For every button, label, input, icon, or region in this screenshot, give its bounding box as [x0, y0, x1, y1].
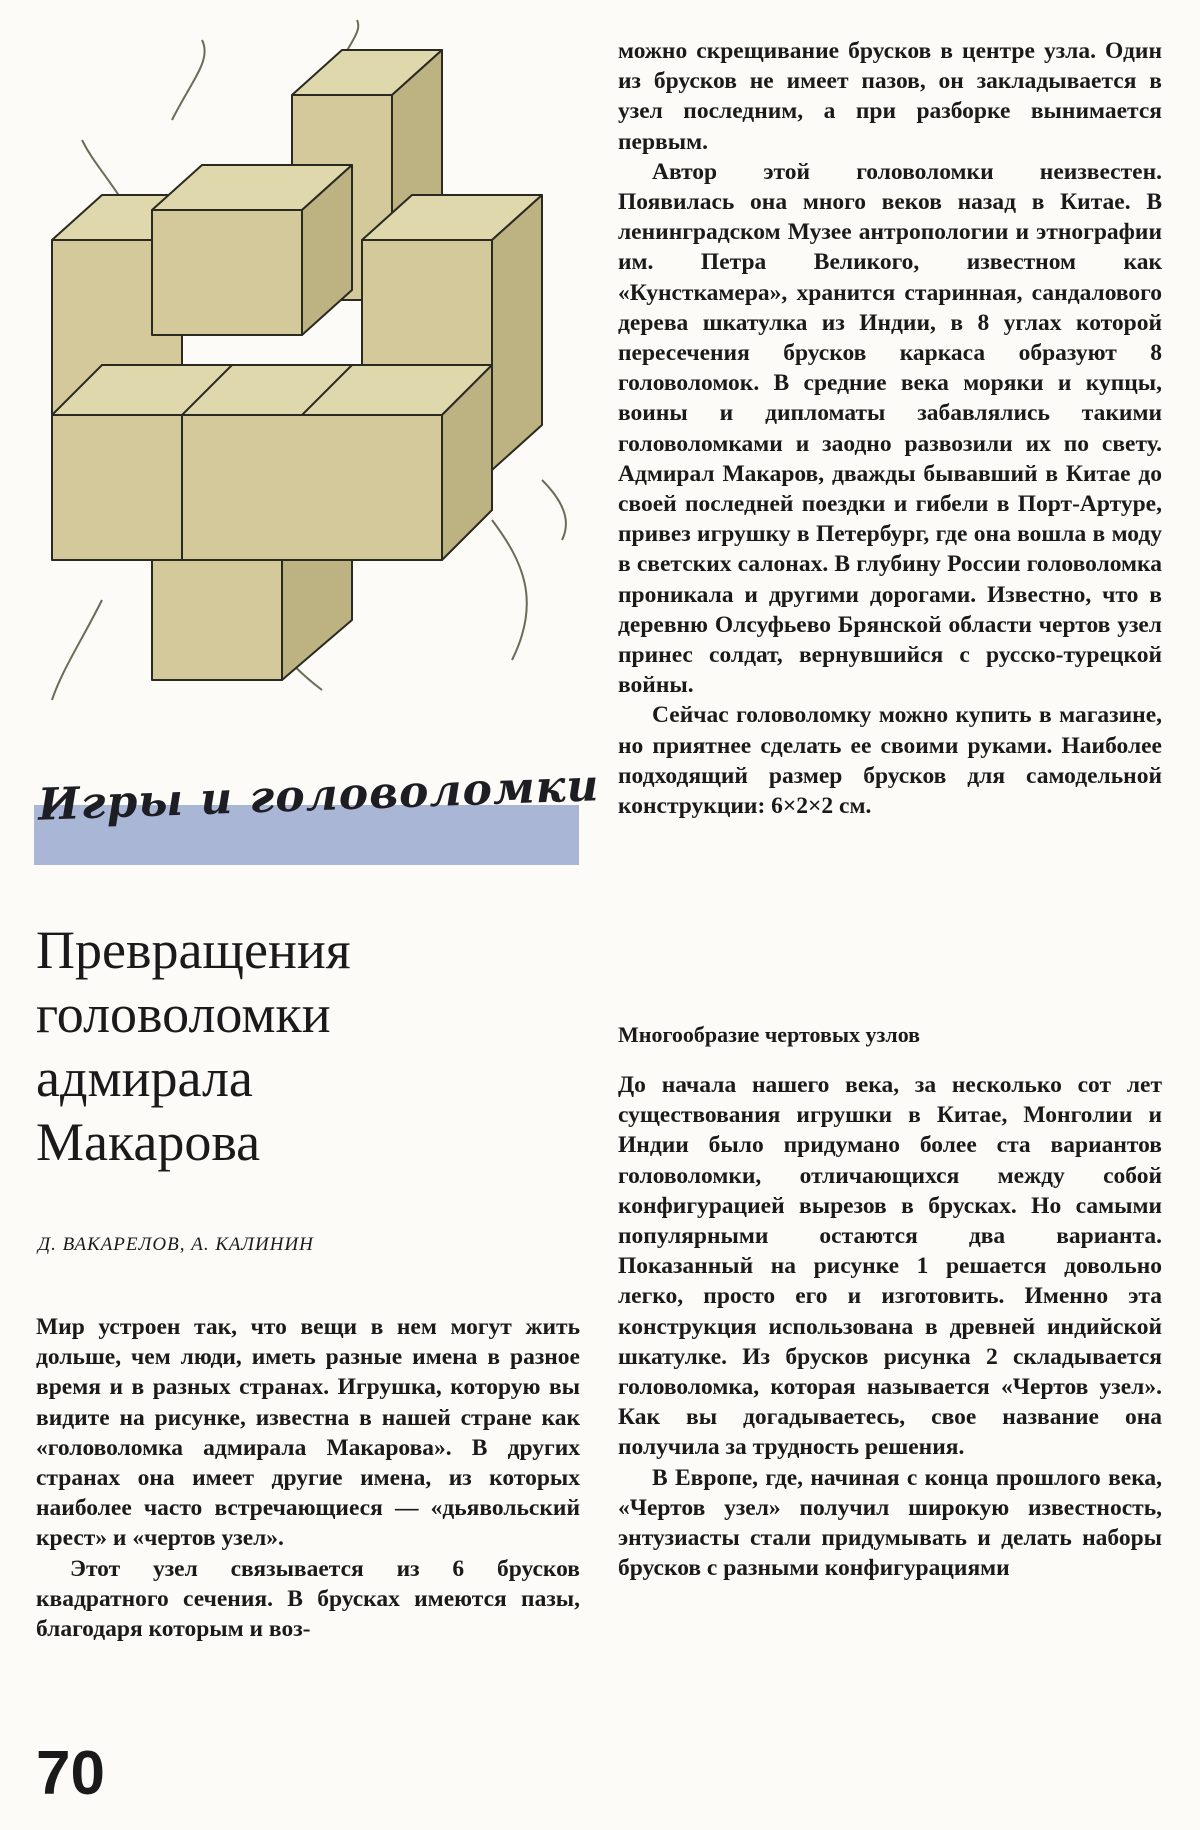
right-column-bottom [618, 1070, 1162, 1583]
article-title [36, 918, 556, 1174]
left-column [36, 1312, 580, 1644]
paragraph: Этот узел связывается из 6 брусков квадратного сечения. В брусках имеются пазы, благодаря которым и воз- [36, 1555, 580, 1643]
paragraph: Сейчас головоломку можно купить в магазине, но приятнее сделать ее своими руками. Наиболее подходящий размер брусков для самодельной конструкции: 6×2×2 см. [618, 702, 1162, 820]
puzzle-illustration [22, 0, 582, 800]
right-column-top [618, 36, 1162, 821]
paragraph: В Европе, где, начиная с конца прошлого века, «Чертов узел» получил широкую известность, энтузиасты стали придумывать и делать наборы брусков с разными конфигурациями [618, 1464, 1162, 1582]
title-line: головоломки [36, 984, 331, 1044]
title-line: Макарова [36, 1112, 261, 1172]
title-line: Превращения [36, 920, 351, 980]
paragraph: До начала нашего века, за несколько сот лет существования игрушки в Китае, Монголии и Индии было придумано более ста вариантов головоломки, отличающихся между собой конфигурацией вырезов в брусках. Но самыми популярными остаются два варианта. Показанный на рисунке 1 решается довольно легко, просто его и изготовить. Именно эта конструкция использована в древней индийской шкатулке. Из брусков рисунка 2 складывается головоломка, которая называется «Чертов узел». Как вы догадываетесь, свое название она получила за трудность решения. [618, 1072, 1162, 1461]
page-number: 70 [36, 1739, 105, 1808]
paragraph: можно скрещивание брусков в центре узла. Один из брусков не имеет пазов, он закладывается в узел последним, а при разборке вынимается первым. [618, 38, 1162, 155]
paragraph: Мир устроен так, что вещи в нем могут жить дольше, чем люди, иметь разные имена в разное время и в разных странах. Игрушка, которую вы видите на рисунке, известна в нашей стране как «головоломка адмирала Макарова». В других странах она имеет другие имена, из которых наиболее часто встречающиеся — «дьявольский крест» и «чертов узел». [36, 1314, 580, 1552]
article-authors: Д. ВАКАРЕЛОВ, А. КАЛИНИН [38, 1234, 314, 1255]
title-line: адмирала [36, 1048, 253, 1108]
subheading: Многообразие чертовых узлов [618, 1022, 921, 1047]
section-label: Игры и головоломки [37, 760, 601, 831]
paragraph: Автор этой головоломки неизвестен. Появилась она много веков назад в Китае. В ленинградском Музее антропологии и этнографии им. Петра Великого, известном как «Кунсткамера», хранится старинная, сандалового дерева шкатулка из Индии, в 8 углах которой пересечения брусков каркаса образуют 8 головоломок. В средние века моряки и купцы, воины и дипломаты забавлялись такими головоломками и заодно развозили их по свету. Адмирал Макаров, дважды бывавший в Китае до своей последней поездки и гибели в Порт-Артуре, привез игрушку в Петербург, где она вошла в моду в светских салонах. В глубину России головоломка проникала и другими дорогами. Известно, что в деревню Олсуфьево Брянской области чертов узел принес солдат, вернувшийся с русско-турецкой войны. [618, 158, 1162, 699]
